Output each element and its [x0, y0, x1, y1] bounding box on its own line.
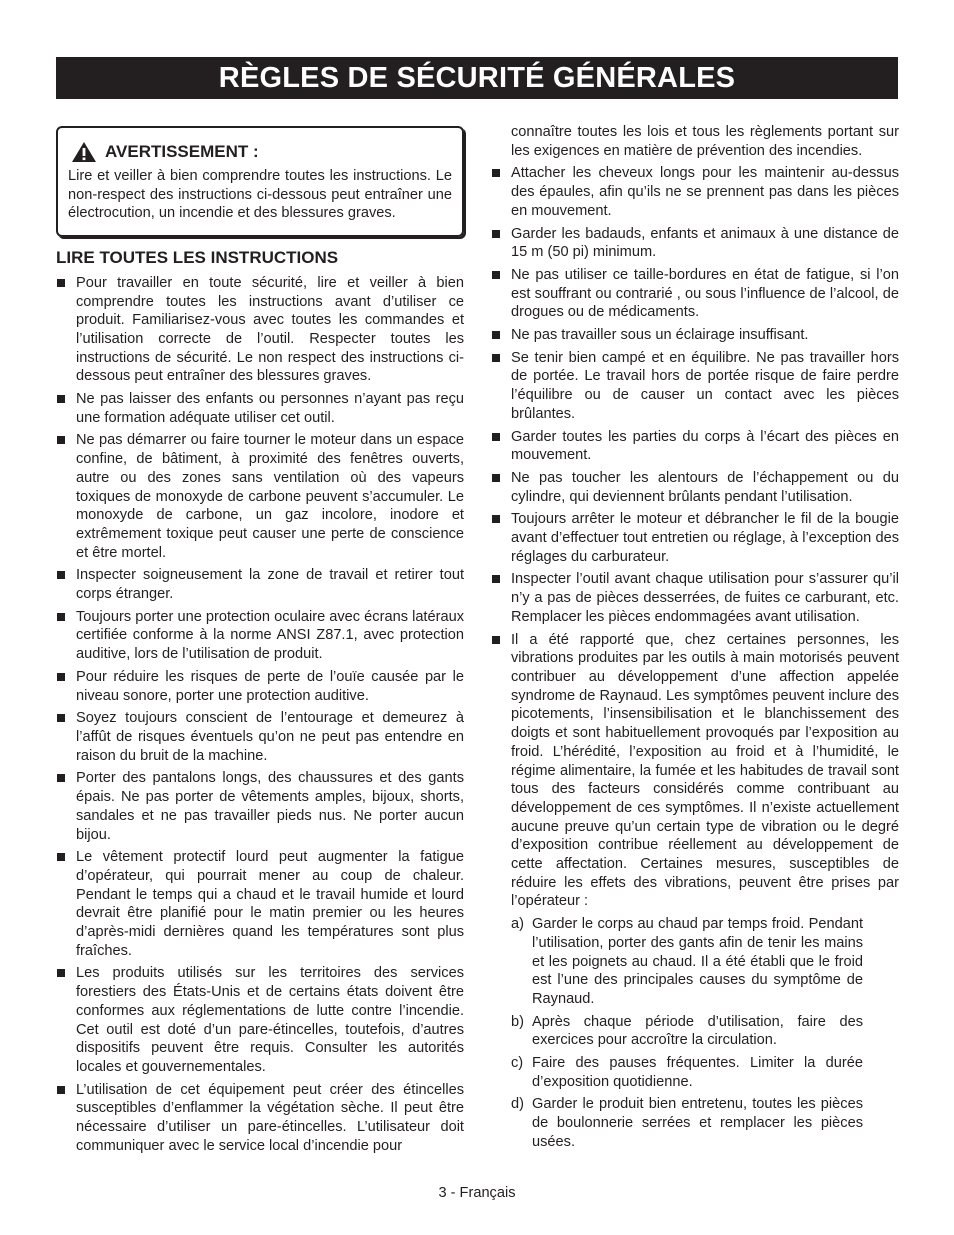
warning-triangle-icon: [71, 141, 97, 163]
right-column: [491, 123, 899, 1156]
list-item: Se tenir bien campé et en équilibre. Ne pas travailler hors de portée. Le travail hors de portée risque de faire perdre l’équilibre ou de causer un contact avec les pièces brûlantes.: [491, 349, 899, 424]
sub-item-letter: d): [511, 1096, 524, 1113]
list-item: Soyez toujours conscient de l’entourage et demeurez à l’affût de risques éventuels qu’on ne peut pas entendre en raison du bruit de la machine.: [56, 709, 464, 765]
warning-header: [68, 141, 452, 163]
list-item-text: Il a été rapporté que, chez certaines personnes, les vibrations produites par les outils à main motorisés peuvent contribuer au développement d’une affection appelée syndrome de Raynaud. Les symptômes peuvent inclure des picotements, l’insensibilisation et le blanchissement des doigts et sont habituellement provoqués par l’exposition au froid. L’hérédité, l’exposition au froid et à l’humidité, le régime alimentaire, la fumée et les habitudes de travail sont tous des facteurs considérés comme contribuant au développement de ces symptômes. Il n’existe actuellement aucune preuve qu’un certain type de vibration ou le degré d’exposition contribue réellement au développement de cette affectation. Certaines mesures, susceptibles de réduire les effets des vibrations, peuvent être prises par l’opérateur :: [511, 631, 899, 910]
list-item: Ne pas laisser des enfants ou personnes n’ayant pas reçu une formation adéquate utiliser cet outil.: [56, 390, 464, 427]
sub-list-item: [511, 1095, 899, 1151]
sub-item-text: Garder le produit bien entretenu, toutes les pièces de boulonnerie serrées et remplacer les pièces usées.: [532, 1096, 863, 1150]
list-item: Ne pas démarrer ou faire tourner le moteur dans un espace confine, de bâtiment, à proximité des fenêtres ouverts, autre ou des zones sans ventilation où des vapeurs toxiques de monoxyde de carbone peuvent s’accumuler. Le monoxyde de carbone, un gaz incolore, inodore et extrêmement toxique peut causer une perte de conscience et être mortel.: [56, 431, 464, 562]
list-item: Inspecter l’outil avant chaque utilisation pour s’assurer qu’il n’y a pas de pièces desserrées, de fuites ce carburant, etc. Remplacer les pièces endommagées avant utilisation.: [491, 570, 899, 626]
sub-item-text: Après chaque période d’utilisation, faire des exercices pour accroître la circulation.: [532, 1013, 863, 1049]
page-footer: 3 - Français: [438, 1185, 516, 1201]
list-item: Attacher les cheveux longs pour les maintenir au-dessus des épaules, afin qu’ils ne se prennent pas dans les pièces en mouvement.: [491, 164, 899, 220]
sub-list-item: [511, 915, 899, 1009]
sub-item-text: Faire des pauses fréquentes. Limiter la durée d’exposition quotidienne.: [532, 1055, 863, 1090]
right-bullet-list: [491, 123, 899, 1152]
left-column: [56, 126, 464, 1159]
section-title: LIRE TOUTES LES INSTRUCTIONS: [56, 248, 339, 268]
sub-list-item: [511, 1013, 899, 1050]
list-item: [491, 631, 899, 1152]
page-title: RÈGLES DE SÉCURITÉ GÉNÉRALES: [56, 57, 898, 99]
list-item: L’utilisation de cet équipement peut créer des étincelles susceptibles d’enflammer la végétation sèche. Il peut être nécessaire d’utiliser un pare-étincelles. L’utilisateur doit communiquer avec le service local d’incendie pour: [56, 1081, 464, 1156]
list-item: Toujours arrêter le moteur et débrancher le fil de la bougie avant d’effectuer tout entretien ou réglage, à l’exception des réglages du carburateur.: [491, 510, 899, 566]
sub-item-letter: b): [511, 1013, 524, 1030]
list-item: Toujours porter une protection oculaire avec écrans latéraux certifiée conforme à la norme ANSI Z87.1, avec protection auditive, lors de l’utilisation de produit.: [56, 608, 464, 664]
list-item: Ne pas utiliser ce taille-bordures en état de fatigue, si l’on est souffrant ou contrarié , ou sous l’influence de l’alcool, de drogues ou de médicaments.: [491, 266, 899, 322]
list-item: Ne pas toucher les alentours de l’échappement ou du cylindre, qui deviennent brûlants pendant l’utilisation.: [491, 469, 899, 506]
warning-box: [56, 126, 464, 237]
warning-text: Lire et veiller à bien comprendre toutes les instructions. Le non-respect des instructions ci-dessous peut entraîner une électrocution, un incendie et des blessures graves.: [68, 168, 452, 222]
sub-list: [511, 915, 899, 1151]
sub-item-letter: a): [511, 916, 524, 933]
sub-item-letter: c): [511, 1055, 524, 1072]
warning-title: AVERTISSEMENT :: [105, 141, 259, 161]
list-item: Garder toutes les parties du corps à l’écart des pièces en mouvement.: [491, 428, 899, 465]
list-item: Porter des pantalons longs, des chaussures et des gants épais. Ne pas porter de vêtements amples, bijoux, shorts, sandales et ne pas travailler pieds nus. Ne porter aucun bijou.: [56, 769, 464, 844]
list-item: Pour réduire les risques de perte de l’ouïe causée par le niveau sonore, porter une protection auditive.: [56, 668, 464, 705]
left-bullet-list: [56, 274, 464, 1156]
list-item: Les produits utilisés sur les territoires des services forestiers des États-Unis et de certains états doivent être conformes aux réglementations de lutte contre l’incendie. Cet outil est doté d’un pare-étincelles, toutefois, d’autres dispositifs peuvent être requis. Consulter les autorités locales et gouvernementales.: [56, 964, 464, 1076]
sub-list-item: [511, 1054, 899, 1091]
list-item: Garder les badauds, enfants et animaux à une distance de 15 m (50 pi) minimum.: [491, 225, 899, 262]
list-item: Inspecter soigneusement la zone de travail et retirer tout corps étranger.: [56, 566, 464, 603]
list-item-continuation: connaître toutes les lois et tous les règlements portant sur les exigences en matière de prévention des incendies.: [511, 124, 899, 159]
list-item: Ne pas travailler sous un éclairage insuffisant.: [491, 326, 899, 345]
sub-item-text: Garder le corps au chaud par temps froid. Pendant l’utilisation, porter des gants afin de tenir les mains et les poignets au chaud. Il a été établi que le froid est l’une des principales causes du symptôme de Raynaud.: [532, 916, 863, 1007]
list-item: Le vêtement protectif lourd peut augmenter la fatigue d’opérateur, qui pourrait mener au coup de chaleur. Pendant le temps qui a chaud et le travail humide et lourd devrait être planifié pour le matin premier ou les heures d’après-midi dernières quand les températures sont plus fraîches.: [56, 848, 464, 960]
list-item: Pour travailler en toute sécurité, lire et veiller à bien comprendre toutes les instructions avant d’utiliser ce produit. Familiarisez-vous avec toutes les commandes et l’utilisation correcte de l’outil. Respecter toutes les instructions de sécurité. Le non respect des instructions ci-dessous peut entraîner des blessures graves.: [56, 274, 464, 386]
